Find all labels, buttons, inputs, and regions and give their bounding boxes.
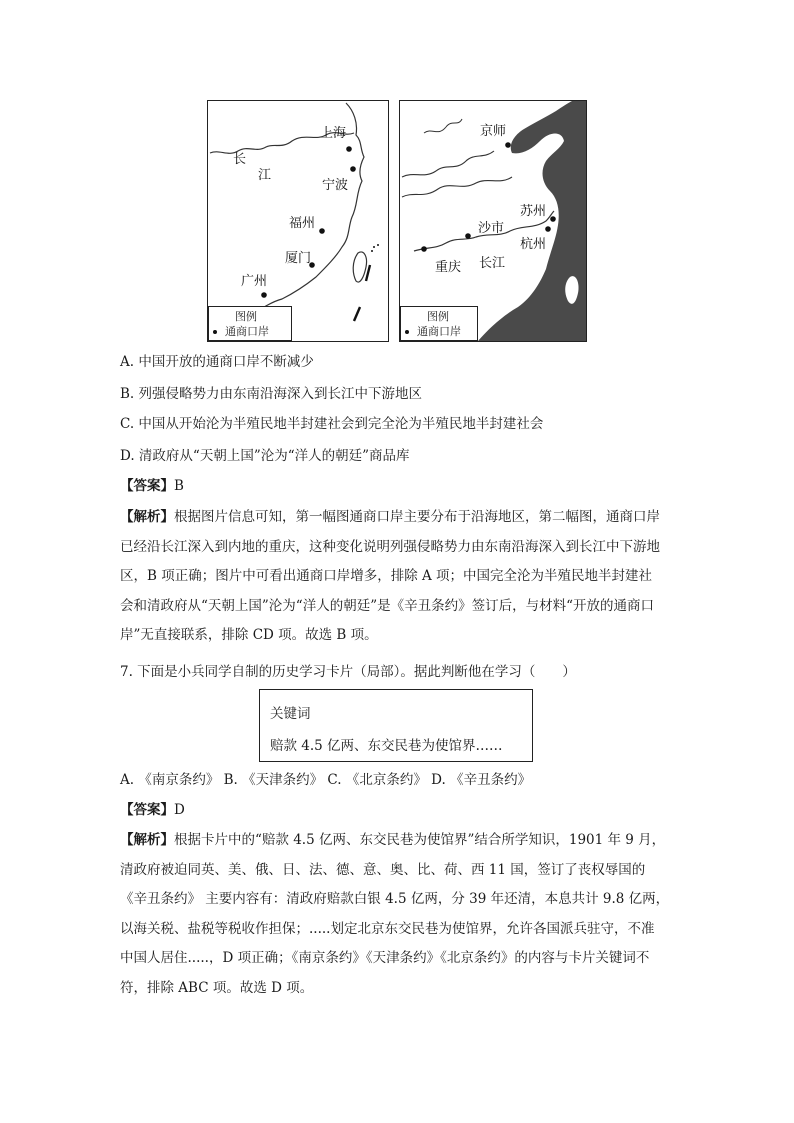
map-later-treaty-ports <box>399 100 587 342</box>
q7-stem: 7. 下面是小兵同学自制的历史学习卡片（局部）。据此判断他在学习（ ） <box>120 664 576 680</box>
label-ningbo: 宁波 <box>322 178 349 193</box>
q7-options: A. 《南京条约》 B. 《天津条约》 C. 《北京条约》 D. 《辛丑条约》 <box>120 772 532 788</box>
q6-option-a: A. 中国开放的通商口岸不断减少 <box>120 354 314 370</box>
card-content: 赔款 4.5 亿两、东交民巷为使馆界…… <box>270 738 503 754</box>
label-jingshi: 京师 <box>480 124 507 139</box>
answer-value: D <box>174 802 185 818</box>
analysis-label: 【解析】 <box>120 509 174 525</box>
map1-legend <box>208 306 292 341</box>
port-dot-shashi <box>465 233 471 239</box>
analysis-line: 会和清政府从“天朝上国”沦为“洋人的朝廷”是《辛丑条约》签订后，与材料“开放的通商口 <box>120 597 655 614</box>
maps-figure <box>206 100 590 342</box>
port-dot-guangzhou <box>261 292 267 298</box>
q7-analysis <box>120 826 685 1004</box>
q6-answer <box>120 476 184 496</box>
analysis-line: 中国人居住.....，D 项正确；《南京条约》《天津条约》《北京条约》的内容与卡片关键词不 <box>120 950 650 967</box>
legend-dot-icon <box>213 330 217 334</box>
answer-label: 【答案】 <box>120 802 174 818</box>
answer-label: 【答案】 <box>120 478 174 494</box>
label-shashi: 沙市 <box>478 221 505 236</box>
port-dot-jingshi <box>505 142 511 148</box>
analysis-line: 已经沿长江深入到内地的重庆，这种变化说明列强侵略势力由东南沿海深入到长江中下游地 <box>120 538 660 555</box>
label-xiamen: 厦门 <box>285 251 312 266</box>
analysis-line: 清政府被迫同英、美、俄、日、法、德、意、奥、比、荷、西 11 国，签订了丧权辱国的 <box>120 861 646 878</box>
label-jiang: 江 <box>258 168 272 183</box>
label-hangzhou: 杭州 <box>520 237 547 252</box>
legend-title: 图例 <box>427 310 449 323</box>
port-dot-ningbo <box>350 166 356 172</box>
answer-value: B <box>174 478 184 494</box>
label-chang: 长 <box>233 152 247 167</box>
q6-option-d: D. 清政府从“天朝上国”沦为“洋人的朝廷”商品库 <box>120 448 410 464</box>
legend-item: 通商口岸 <box>417 325 461 338</box>
q6-option-c: C. 中国从开始沦为半殖民地半封建社会到完全沦为半殖民地半封建社会 <box>120 416 544 432</box>
legend-dot-icon <box>405 330 409 334</box>
port-dot-shanghai <box>346 146 352 152</box>
analysis-line: 岸”无直接联系，排除 CD 项。故选 B 项。 <box>120 627 378 644</box>
legend-item: 通商口岸 <box>225 325 269 338</box>
port-dot-hangzhou <box>545 226 551 232</box>
study-card <box>259 689 533 762</box>
map2-legend <box>400 306 478 341</box>
port-dot-suzhou <box>550 216 556 222</box>
analysis-line: 符，排除 ABC 项。故选 D 项。 <box>120 979 314 996</box>
q6-option-b: B. 列强侵略势力由东南沿海深入到长江中下游地区 <box>120 386 423 402</box>
q6-analysis <box>120 503 685 651</box>
port-dot-fuzhou <box>319 228 325 234</box>
legend-title: 图例 <box>235 310 257 323</box>
port-dot-chongqing <box>421 246 427 252</box>
label-changjiang: 长江 <box>479 256 506 271</box>
q7-answer <box>120 800 185 820</box>
analysis-line: 以海关税、盐税等税收作担保；.....划定北京东交民巷为使馆界，允许各国派兵驻守，不准 <box>120 920 655 937</box>
label-guangzhou: 广州 <box>241 274 268 289</box>
label-fuzhou: 福州 <box>289 216 316 231</box>
label-shanghai: 上海 <box>320 126 347 141</box>
label-chongqing: 重庆 <box>435 260 462 275</box>
label-suzhou: 苏州 <box>520 204 547 219</box>
analysis-label: 【解析】 <box>120 832 174 848</box>
analysis-line: 根据卡片中的“赔款 4.5 亿两、东交民巷为使馆界”结合所学知识，1901 年 9 月， <box>174 832 666 848</box>
map-early-treaty-ports <box>207 100 389 342</box>
analysis-line: 《辛丑条约》 主要内容有：清政府赔款白银 4.5 亿两，分 39 年还清，本息共计 9.8 亿两， <box>120 891 670 908</box>
analysis-line: 区，B 项正确；图片中可看出通商口岸增多，排除 A 项；中国完全沦为半殖民地半封建社 <box>120 568 653 585</box>
analysis-line: 根据图片信息可知，第一幅图通商口岸主要分布于沿海地区，第二幅图，通商口岸 <box>174 509 660 525</box>
card-title: 关键词 <box>270 706 311 722</box>
